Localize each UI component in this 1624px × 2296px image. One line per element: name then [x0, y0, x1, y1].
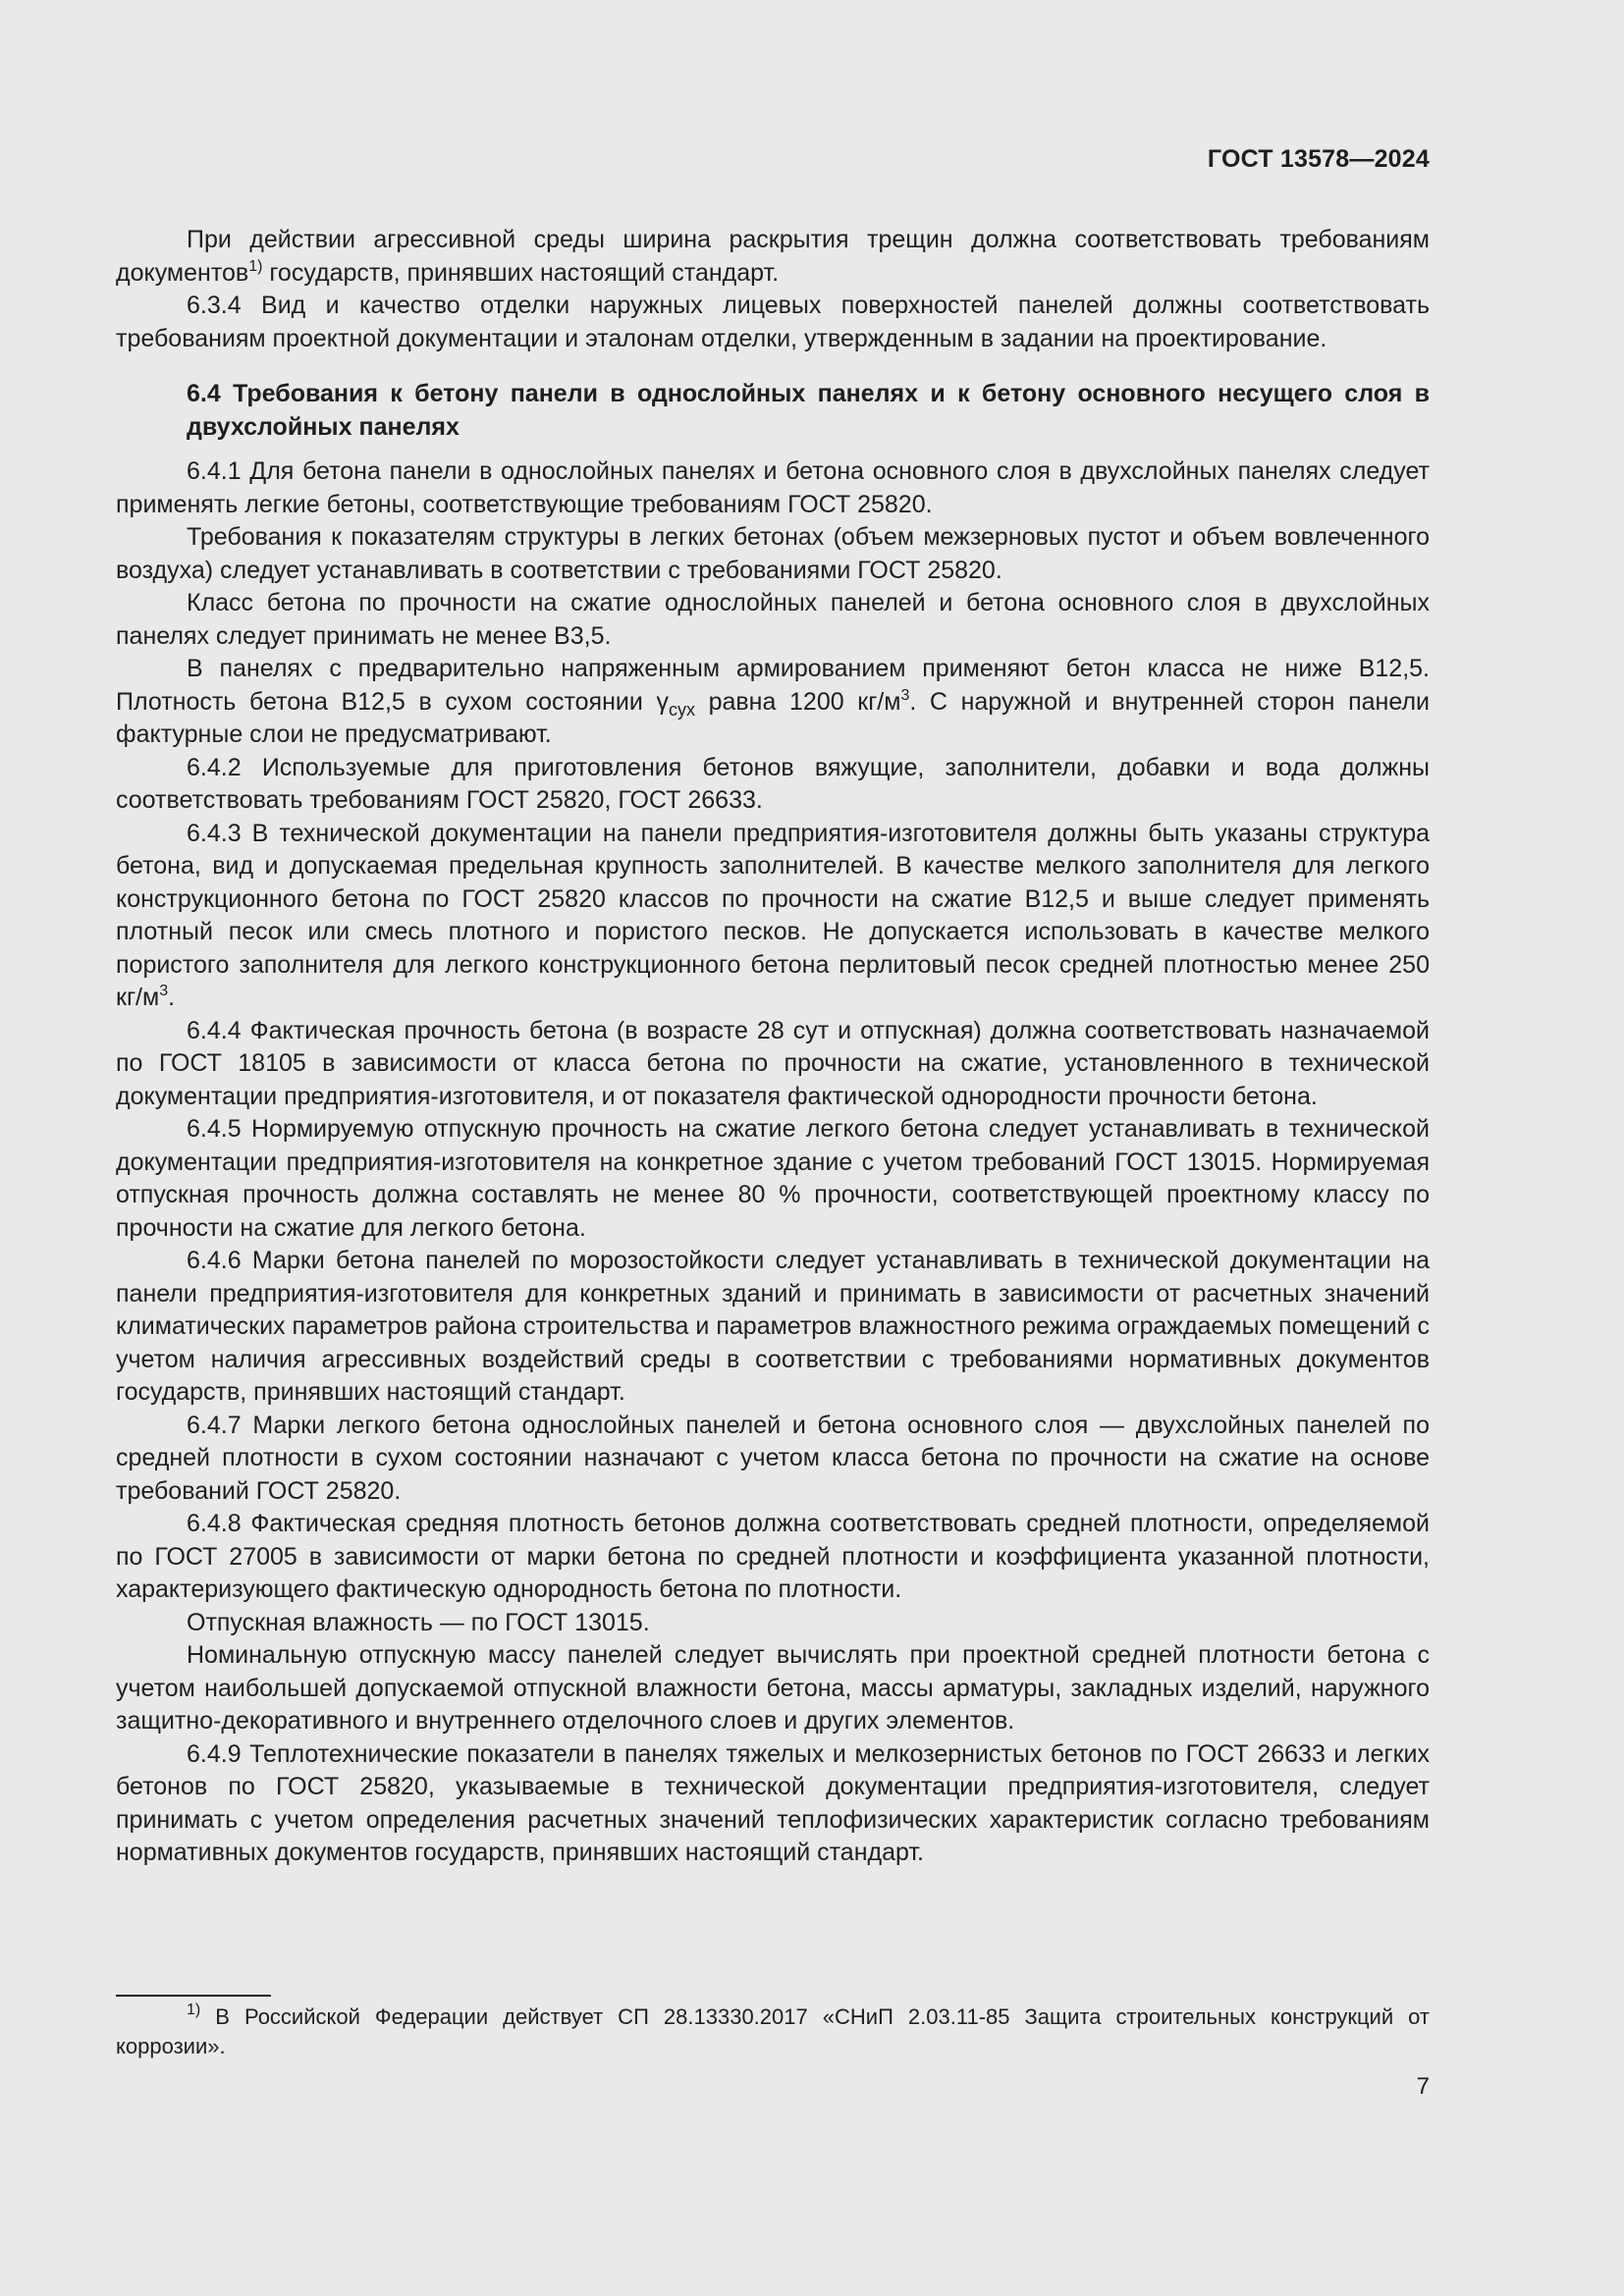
footnote: $^{1)}$ В Российской Федерации действует СП 28.13330.2017 «СНиП 2.03.11-85 Защита строительных конструкций от коррозии».: [116, 2002, 1430, 2058]
paragraph-concrete-class: Класс бетона по прочности на сжатие однослойных панелей и бетона основного слоя в двухслойных панелях следует принимать не менее B3,5.: [116, 589, 1430, 650]
footnote-divider: [116, 1995, 271, 1997]
paragraph-6-4-7: 6.4.7 Марки легкого бетона однослойных панелей и бетона основного слоя — двухслойных панелей по средней плотности в сухом состоянии назначают с учетом класса бетона по прочности на сжатие на основе требований ГОСТ 25820.: [116, 1411, 1430, 1505]
paragraph-release-moisture: Отпускная влажность — по ГОСТ 13015.: [187, 1608, 650, 1636]
paragraph-structure-requirements: Требования к показателям структуры в легких бетонах (объем межзерновых пустот и объем вовлеченного воздуха) следует устанавливать в соответствии с требованиями ГОСТ 25820.: [116, 523, 1430, 584]
gamma-symbol: γ: [656, 687, 669, 716]
document-header: ГОСТ 13578—2024: [1207, 145, 1430, 173]
paragraph-aggressive-environment: При действии агрессивной среды ширина раскрытия трещин должна соответствовать требованиям документов$^{1)}$ государств, принявших настоящий стандарт.: [116, 226, 1430, 287]
paragraph-6-4-9: 6.4.9 Теплотехнические показатели в панелях тяжелых и мелкозернистых бетонов по ГОСТ 26633 и легких бетонов по ГОСТ 25820, указываемые в технической документации предприятия-изготовителя, следует принимать с учетом определения расчетных значений теплофизических характеристик согласно требованиям нормативных документов государств, принявших настоящий стандарт.: [116, 1739, 1430, 1866]
paragraph-6-4-2: 6.4.2 Используемые для приготовления бетонов вяжущие, заполнители, добавки и вода должны соответствовать требованиям ГОСТ 25820, ГОСТ 26633.: [116, 753, 1430, 814]
paragraph-6-4-1: 6.4.1 Для бетона панели в однослойных панелях и бетона основного слоя в двухслойных панелях следует применять легкие бетоны, соответствующие требованиям ГОСТ 25820.: [116, 457, 1430, 518]
paragraph-6-4-4: 6.4.4 Фактическая прочность бетона (в возрасте 28 сут и отпускная) должна соответствовать назначаемой по ГОСТ 18105 в зависимости от класса бетона по прочности на сжатие, установленного в технической документации предприятия-изготовителя, и от показателя фактической однородности прочности бетона.: [116, 1016, 1430, 1110]
section-heading-6-4: 6.4 Требования к бетону панели в однослойных панелях и к бетону основного несущего слоя в двухслойных панелях: [187, 380, 1430, 441]
footnote-reference: 1): [248, 257, 263, 275]
paragraph-6-4-3: 6.4.3 В технической документации на панели предприятия-изготовителя должны быть указаны структура бетона, вид и допускаемая предельная крупность заполнителей. В качестве мелкого заполнителя для легкого конструкционного бетона по ГОСТ 25820 классов по прочности на сжатие B12,5 и выше следует применять плотный песок или смесь плотного и пористого песков. Не допускается использовать в качестве мелкого пористого заполнителя для легкого конструкционного бетона перлитовый песок средней плотностью менее 250 $кг/м^3$.: [116, 819, 1430, 1011]
paragraph-6-4-6: 6.4.6 Марки бетона панелей по морозостойкости следует устанавливать в технической документации на панели предприятия-изготовителя для конкретных зданий и принимать в зависимости от расчетных значений климатических параметров района строительства и параметров влажностного режима ограждаемых помещений с учетом наличия агрессивных воздействий среды в соответствии с требованиями нормативных документов государств, принявших настоящий стандарт.: [116, 1247, 1430, 1406]
footnote-marker: 1): [187, 2002, 201, 2018]
paragraph-6-3-4: 6.3.4 Вид и качество отделки наружных лицевых поверхностей панелей должны соответствовать требованиям проектной документации и эталонам отделки, утвержденным в задании на проектирование.: [116, 292, 1430, 352]
paragraph-nominal-mass: Номинальную отпускную массу панелей следует вычислять при проектной средней плотности бетона с учетом наибольшей допускаемой отпускной влажности бетона, массы арматуры, закладных изделий, наружного защитно-декоративного и внутреннего отделочного слоев и других элементов.: [116, 1641, 1430, 1735]
paragraph-6-4-8: 6.4.8 Фактическая средняя плотность бетонов должна соответствовать средней плотности, определяемой по ГОСТ 27005 в зависимости от марки бетона по средней плотности и коэффициента указанной плотности, характеризующего фактическую однородность бетона по плотности.: [116, 1510, 1430, 1603]
paragraph-6-4-5: 6.4.5 Нормируемую отпускную прочность на сжатие легкого бетона следует устанавливать в технической документации предприятия-изготовителя на конкретное здание с учетом требований ГОСТ 13015. Нормируемая отпускная прочность должна составлять не менее 80 % прочности, соответствующей проектному классу по прочности на сжатие для легкого бетона.: [116, 1115, 1430, 1242]
document-body: [116, 224, 1430, 1870]
paragraph-prestressed: В панелях с предварительно напряженным армированием применяют бетон класса не ниже B12,5. Плотность бетона B12,5 в сухом состоянии $\gamma_{сух}$ равна 1200 $кг/м^3$. С наружной и внутренней сторон панели фактурные слои не предусматривают.: [116, 655, 1430, 748]
page-number: 7: [1416, 2073, 1430, 2100]
